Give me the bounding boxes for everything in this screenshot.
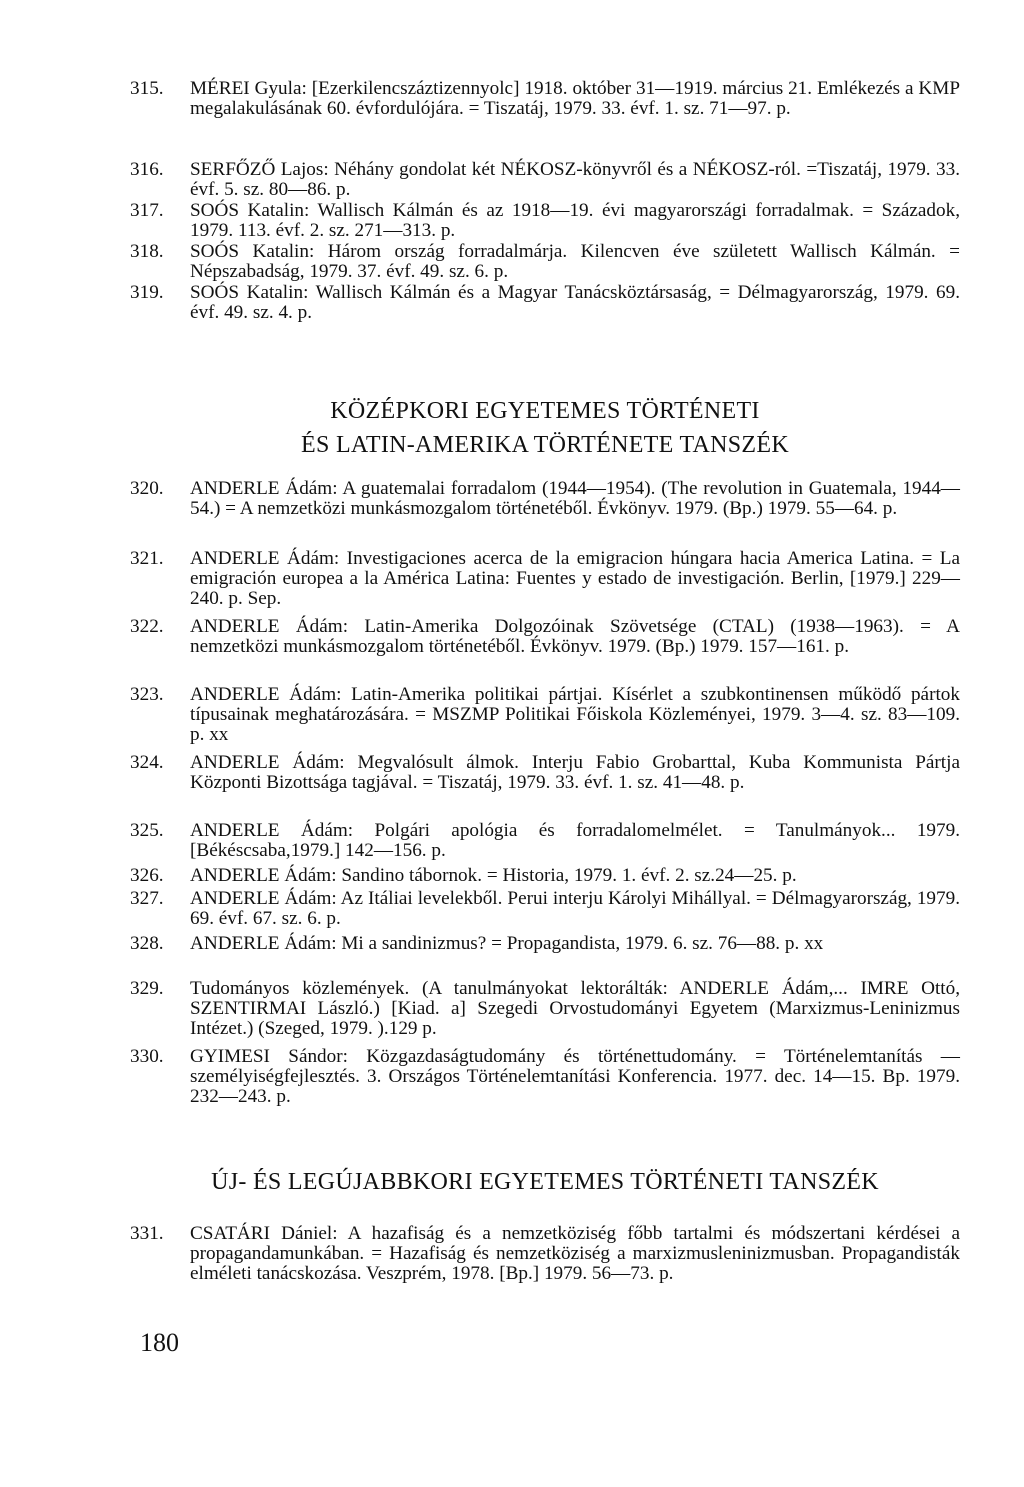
entries-middle xyxy=(130,479,960,1115)
page-number: 180 xyxy=(140,1328,179,1357)
entry-323 xyxy=(130,685,960,753)
entry-number: 323. xyxy=(130,684,164,705)
entry-text: ANDERLE Ádám: Megvalósult álmok. Interju Fabio Grobarttal, Kuba Kommunista Pártja Központi Bizottsága tagjával. = Tiszatáj, 1979. 33. évf. 1. sz. 41—48. p. xyxy=(190,752,960,794)
entry-318 xyxy=(130,242,960,283)
entry-number: 320. xyxy=(130,478,164,499)
entry-text: MÉREI Gyula: [Ezerkilencszáztizennyolc] 1918. október 31—1919. március 21. Emlékezés a KMP megalakulásának 60. évfordulójára. = Tiszatáj, 1979. 33. évf. 1. sz. 71—97. p. xyxy=(190,78,960,120)
section-heading-modern xyxy=(130,1166,960,1198)
entry-number: 319. xyxy=(130,282,164,303)
entry-text: ANDERLE Ádám: Mi a sandinizmus? = Propagandista, 1979. 6. sz. 76—88. p. xx xyxy=(190,933,824,954)
entry-322 xyxy=(130,617,960,685)
entry-text: Tudományos közlemények. (A tanulmányokat lektorálták: ANDERLE Ádám,... IMRE Ottó, SZENTIRMAI László.) [Kiad. a] Szegedi Orvostudományi Egyetem (Marxizmus-Leninizmus Intézet.) (Szeged, 1979. ).129 p. xyxy=(190,978,960,1040)
entries-top xyxy=(130,79,960,324)
entry-text: ANDERLE Ádám: Polgári apológia és forradalomelmélet. = Tanulmányok... 1979. [Békéscsaba,1979.] 142—156. p. xyxy=(190,820,960,862)
entry-330 xyxy=(130,1047,960,1115)
entry-number: 322. xyxy=(130,616,164,637)
entry-315 xyxy=(130,79,960,160)
entry-text: SOÓS Katalin: Wallisch Kálmán és az 1918—19. évi magyarországi forradalmak. = Századok, 1979. 113. évf. 2. sz. 271—313. p. xyxy=(190,200,960,242)
entry-number: 330. xyxy=(130,1046,164,1067)
entry-number: 329. xyxy=(130,978,164,999)
entry-number: 331. xyxy=(130,1223,164,1244)
entry-number: 328. xyxy=(130,933,164,954)
entry-number: 316. xyxy=(130,159,164,180)
entry-text: CSATÁRI Dániel: A hazafiság és a nemzetköziség főbb tartalmi és módszertani kérdései a propagandamunkában. = Hazafiság és nemzetköziség a marxizmusleninizmusban. Propagandisták elméleti tanácskozása. Veszprém, 1978. [Bp.] 1979. 56—73. p. xyxy=(190,1223,960,1285)
entry-326 xyxy=(130,866,960,889)
entry-327 xyxy=(130,889,960,934)
entry-number: 318. xyxy=(130,241,164,262)
entry-329 xyxy=(130,979,960,1047)
entry-number: 326. xyxy=(130,865,164,886)
entry-text: ANDERLE Ádám: Latin-Amerika Dolgozóinak Szövetsége (CTAL) (1938—1963). = A nemzetközi munkásmozgalom történetéből. Évkönyv. 1979. (Bp.) 1979. 157—161. p. xyxy=(190,616,960,658)
entry-331 xyxy=(130,1224,960,1285)
entry-number: 324. xyxy=(130,752,164,773)
entry-text: SOÓS Katalin: Wallisch Kálmán és a Magyar Tanácsköztársaság, = Délmagyarország, 1979. 69. évf. 49. sz. 4. p. xyxy=(190,282,960,324)
entry-317 xyxy=(130,201,960,242)
entry-text: GYIMESI Sándor: Közgazdaságtudomány és történettudomány. = Történelemtanítás — személyiségfejlesztés. 3. Országos Történelemtanítási Konferencia. 1977. dec. 14—15. Bp. 1979. 232—243. p. xyxy=(190,1046,960,1108)
entry-number: 325. xyxy=(130,820,164,841)
entry-text: ANDERLE Ádám: A guatemalai forradalom (1944—1954). (The revolution in Guatemala, 1944—54.) = A nemzetközi munkásmozgalom történetéből. Évkönyv. 1979. (Bp.) 1979. 55—64. p. xyxy=(190,478,960,520)
entry-number: 315. xyxy=(130,78,164,99)
entry-number: 327. xyxy=(130,888,164,909)
entry-text: ANDERLE Ádám: Az Itáliai levelekből. Perui interju Károlyi Mihállyal. = Délmagyarország, 1979. 69. évf. 67. sz. 6. p. xyxy=(190,888,960,930)
entry-text: SERFŐZŐ Lajos: Néhány gondolat két NÉKOSZ-könyvről és a NÉKOSZ-ról. =Tiszatáj, 1979. 33. évf. 5. sz. 80—86. p. xyxy=(190,159,960,201)
entry-321 xyxy=(130,549,960,617)
entry-325 xyxy=(130,821,960,866)
heading-line: ÚJ- ÉS LEGÚJABBKORI EGYETEMES TÖRTÉNETI TANSZÉK xyxy=(211,1169,879,1195)
entry-text: SOÓS Katalin: Három ország forradalmárja. Kilencven éve született Wallisch Kálmán. = Népszabadság, 1979. 37. évf. 49. sz. 6. p. xyxy=(190,241,960,283)
entry-316 xyxy=(130,160,960,201)
section-heading-medieval xyxy=(130,395,960,461)
entry-324 xyxy=(130,753,960,821)
entry-text: ANDERLE Ádám: Latin-Amerika politikai pártjai. Kísérlet a szubkontinensen működő pártok típusainak meghatározására. = MSZMP Politikai Főiskola Közleményei, 1979. 3—4. sz. 83—109. p. xx xyxy=(190,684,960,746)
entry-text: ANDERLE Ádám: Investigaciones acerca de la emigracion húngara hacia America Latina. = La emigración europea a la América Latina: Fuentes y estado de investigación. Berlin, [1979.] 229—240. p. Sep. xyxy=(190,548,960,610)
entry-number: 321. xyxy=(130,548,164,569)
heading-line-2: ÉS LATIN-AMERIKA TÖRTÉNETE TANSZÉK xyxy=(301,432,789,458)
entry-number: 317. xyxy=(130,200,164,221)
entry-328 xyxy=(130,934,960,979)
entry-320 xyxy=(130,479,960,549)
entries-bottom xyxy=(130,1224,960,1285)
heading-line-1: KÖZÉPKORI EGYETEMES TÖRTÉNETI xyxy=(330,398,760,424)
entry-319 xyxy=(130,283,960,324)
entry-text: ANDERLE Ádám: Sandino tábornok. = Historia, 1979. 1. évf. 2. sz.24—25. p. xyxy=(190,865,797,886)
